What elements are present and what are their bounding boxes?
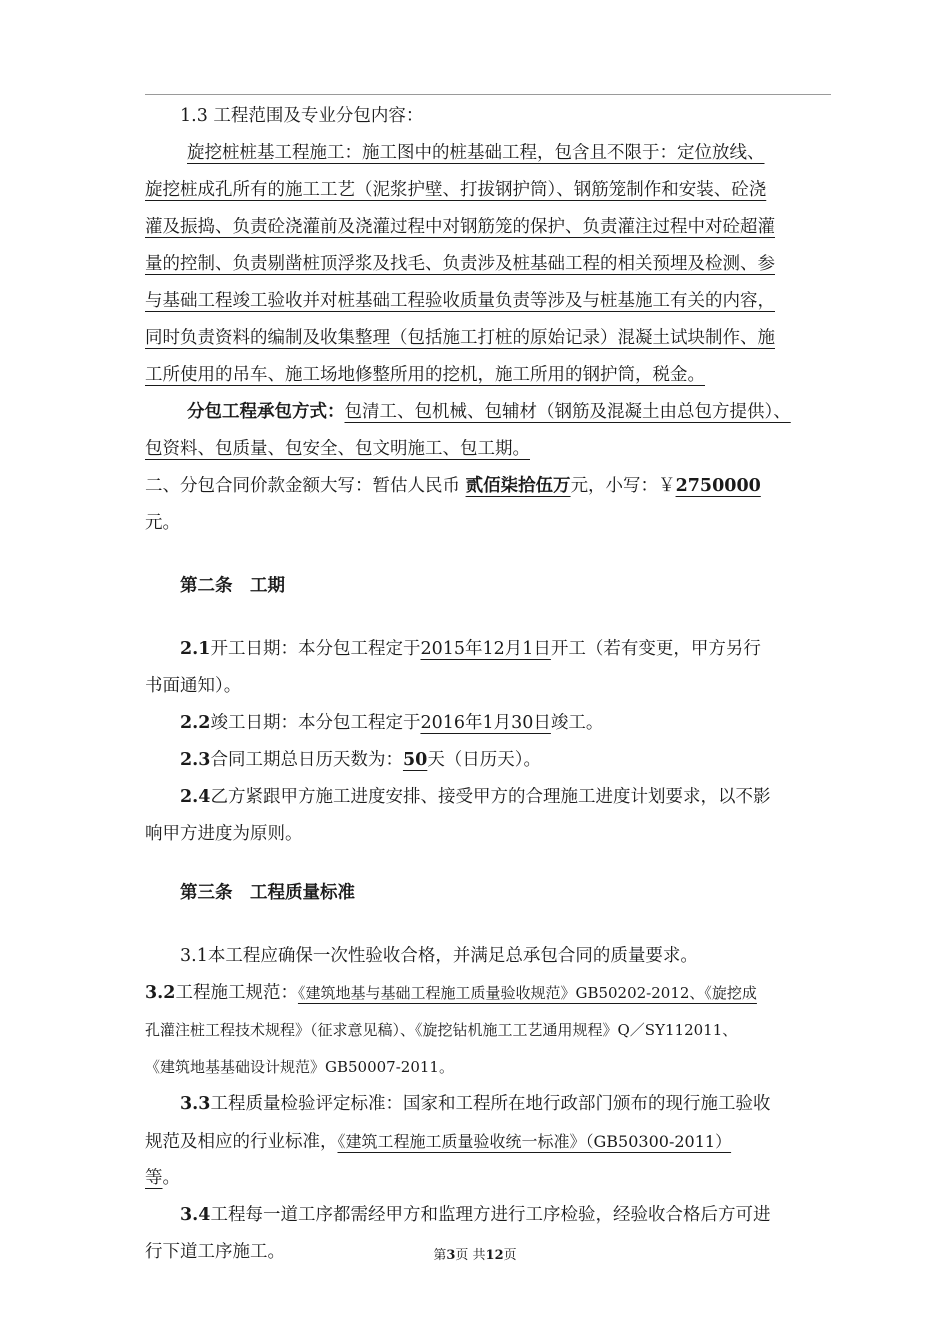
clause-3-1: 3.1本工程应确保一次性验收合格，并满足总承包合同的质量要求。 [180, 946, 698, 966]
clause-3-3-text-b: 规范及相应的行业标准， [145, 1132, 338, 1152]
clause-3-2-number: 3.2 [145, 983, 176, 1003]
price-middle: 元，小写：￥ [570, 476, 676, 496]
price-amount-number: 2750000 [675, 476, 761, 496]
spacer [145, 605, 835, 631]
clause-3-2-cont-2: 《建筑地基基础设计规范》GB50007-2011。 [145, 1058, 454, 1076]
spacer [145, 542, 835, 568]
footer-post: 页 [503, 1248, 517, 1263]
footer-pre: 第 [433, 1248, 447, 1263]
quality-standard: 《建筑工程施工质量验收统一标准》（GB50300-2011） [337, 1132, 732, 1151]
clause-2-4-cont: 响甲方进度为原则。 [145, 824, 303, 844]
clause-3-4-number: 3.4 [180, 1205, 211, 1225]
clause-2-2-text-b: 竣工。 [550, 713, 604, 733]
footer-total-pages: 12 [485, 1248, 504, 1263]
clause-2-1-cont: 书面通知）。 [145, 676, 242, 696]
clause-2-3 [145, 742, 835, 779]
clause-2-2-number: 2.2 [180, 713, 211, 733]
completion-date: 2016年1月30日 [420, 713, 551, 733]
article-2-title: 第二条 工期 [180, 576, 285, 596]
spacer [145, 853, 835, 875]
clause-2-2-text-a: 竣工日期：本分包工程定于 [210, 713, 421, 733]
clause-3-3 [145, 1086, 835, 1123]
contract-mode-line-1 [145, 394, 835, 431]
clause-2-1-text-b: 开工（若有变更，甲方另行 [550, 639, 761, 659]
price-prefix: 二、分包合同价款金额大写：暂估人民币 [145, 476, 466, 496]
document-body [145, 98, 835, 1271]
scope-line-3: 灌及振捣、负责砼浇灌前及浇灌过程中对钢筋笼的保护、负责灌注过程中对砼超灌 [145, 217, 775, 237]
scope-line-4: 量的控制、负责剔凿桩顶浮浆及找毛、负责涉及桩基础工程的相关预埋及检测、参 [145, 254, 775, 274]
clause-3-3-text-c: 等 [145, 1168, 163, 1188]
clause-3-3-cont-1 [145, 1123, 835, 1160]
article-3-title: 第三条 工程质量标准 [180, 883, 355, 903]
clause-2-2 [145, 705, 835, 742]
clause-2-4-number: 2.4 [180, 787, 211, 807]
contract-mode-label: 分包工程承包方式： [187, 402, 345, 422]
scope-line-5: 与基础工程竣工验收并对桩基础工程验收质量负责等涉及与桩基施工有关的内容， [145, 291, 775, 311]
header-rule [145, 94, 831, 95]
start-date: 2015年12月1日 [420, 639, 551, 659]
scope-line-2: 旋挖桩成孔所有的施工工艺（泥浆护壁、打拔钢护筒）、钢筋笼制作和安装、砼浇 [145, 180, 767, 200]
clause-2-4-text-a: 乙方紧跟甲方施工进度安排、接受甲方的合理施工进度计划要求，以不影 [210, 787, 771, 807]
clause-3-4-text-a: 工程每一道工序都需经甲方和监理方进行工序检验，经验收合格后方可进 [210, 1205, 771, 1225]
clause-2-3-text-b: 天（日历天）。 [427, 750, 542, 770]
clause-2-1 [145, 631, 835, 668]
clause-3-4-cont: 行下道工序施工。 [145, 1242, 285, 1262]
clause-2-3-text-a: 合同工期总日历天数为： [210, 750, 403, 770]
duration-days: 50 [402, 750, 428, 770]
scope-line-6: 同时负责资料的编制及收集整理（包括施工打桩的原始记录）混凝土试块制作、施 [145, 328, 775, 348]
clause-2-4 [145, 779, 835, 816]
clause-3-2 [145, 975, 835, 1012]
clause-2-1-text-a: 开工日期：本分包工程定于 [210, 639, 421, 659]
contract-mode-text-1: 包清工、包机械、包辅材（钢筋及混凝土由总包方提供）、 [344, 402, 791, 422]
price-suffix: 元。 [145, 513, 180, 533]
clause-3-2-cont-1: 孔灌注桩工程技术规程》（征求意见稿）、《旋挖钻机施工工艺通用规程》Q／SY112011、 [145, 1021, 738, 1039]
page-footer [0, 1244, 950, 1263]
section-1-3-heading: 1.3 工程范围及专业分包内容： [180, 106, 424, 126]
clause-3-3-text-a: 工程质量检验评定标准：国家和工程所在地行政部门颁布的现行施工验收 [210, 1094, 771, 1114]
scope-line-1: 旋挖桩桩基工程施工：施工图中的桩基础工程，包含且不限于：定位放线、 [187, 143, 765, 163]
clause-3-3-number: 3.3 [180, 1094, 211, 1114]
price-amount-words: 贰佰柒拾伍万 [465, 476, 571, 496]
scope-line-7: 工所使用的吊车、施工场地修整所用的挖机，施工所用的钢护筒，税金。 [145, 365, 705, 385]
contract-mode-line-2: 包资料、包质量、包安全、包文明施工、包工期。 [145, 439, 530, 459]
clause-3-4 [145, 1197, 835, 1234]
spacer [145, 912, 835, 938]
clause-3-3-text-d: 。 [162, 1168, 180, 1188]
clause-2-3-number: 2.3 [180, 750, 211, 770]
clause-2-1-number: 2.1 [180, 639, 211, 659]
footer-mid: 页 共 [455, 1248, 486, 1263]
clause-3-2-label: 工程施工规范： [175, 983, 298, 1003]
clause-3-2-text-a: 《建筑地基与基础工程施工质量验收规范》GB50202-2012、《旋挖成 [297, 984, 757, 1002]
price-line [145, 468, 835, 505]
clause-3-3-cont-2 [145, 1160, 835, 1197]
footer-page-number: 3 [446, 1248, 456, 1263]
